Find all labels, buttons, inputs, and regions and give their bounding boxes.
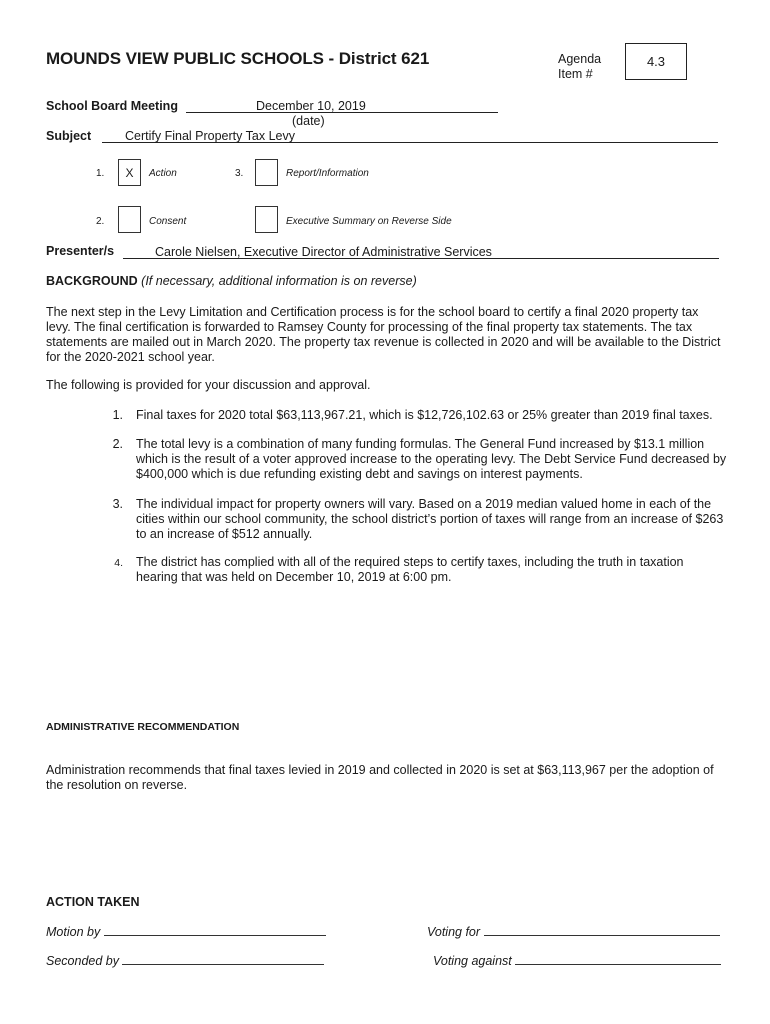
option-action-label: Action bbox=[149, 168, 177, 179]
background-paragraph: The next step in the Levy Limitation and Certification process is for the school board to certify a final 2020 property tax levy. The final certification is forwarded to Ramsey County for processing of the final property tax statements. The tax statements are mailed out in March 2020. The property tax revenue is collected in 2020 and will be available to the District for the 2020-2021 school year. bbox=[46, 305, 721, 364]
list-item: Final taxes for 2020 total $63,113,967.21, which is $12,726,102.63 or 25% greater than 2019 final taxes. bbox=[136, 408, 713, 422]
list-item-number: 1. bbox=[112, 408, 123, 422]
background-heading-row bbox=[46, 274, 417, 288]
voting-for-field[interactable] bbox=[427, 925, 720, 939]
background-heading: BACKGROUND bbox=[46, 274, 138, 288]
consent-checkbox[interactable] bbox=[118, 206, 141, 233]
list-item-number: 3. bbox=[112, 497, 123, 511]
agenda-number-box bbox=[625, 43, 687, 80]
action-taken-heading: ACTION TAKEN bbox=[46, 895, 140, 909]
option-action-number: 1. bbox=[96, 168, 105, 179]
voting-for-line[interactable] bbox=[484, 925, 720, 936]
meeting-date: December 10, 2019 bbox=[256, 99, 366, 113]
list-item: The total levy is a combination of many funding formulas. The General Fund increased by $13.1 million which is the result of a voter approved increase to the operating levy. The Debt Service Fund decreased by $400,000 which is due refunding existing debt and savings on interest payments. bbox=[136, 437, 727, 481]
subject-label: Subject bbox=[46, 129, 92, 143]
recommendation-text: Administration recommends that final taxes levied in 2019 and collected in 2020 is set at $63,113,967 per the adoption of the resolution on reverse. bbox=[46, 763, 714, 792]
voting-against-label: Voting against bbox=[433, 954, 512, 968]
background-intro: The following is provided for your discussion and approval. bbox=[46, 378, 371, 392]
subject-value: Certify Final Property Tax Levy bbox=[125, 129, 295, 143]
list-item-number: 4. bbox=[114, 557, 123, 569]
agenda-label: Agenda Item # bbox=[558, 52, 602, 81]
motion-by-line[interactable] bbox=[104, 925, 326, 936]
seconded-by-label: Seconded by bbox=[46, 954, 119, 968]
option-consent-number: 2. bbox=[96, 216, 105, 227]
seconded-by-line[interactable] bbox=[122, 954, 324, 965]
list-item: The individual impact for property owners will vary. Based on a 2019 median valued home in each of the cities within our school community, the school district’s portion of taxes will range from an increase of $263 to an increase of $512 annually. bbox=[136, 497, 724, 541]
page-title: MOUNDS VIEW PUBLIC SCHOOLS - District 621 bbox=[46, 49, 430, 68]
seconded-by-field[interactable] bbox=[46, 954, 324, 968]
report-checkbox[interactable] bbox=[255, 159, 278, 186]
date-caption: (date) bbox=[292, 114, 325, 128]
action-checkbox-mark: X bbox=[125, 165, 134, 180]
meeting-label: School Board Meeting bbox=[46, 99, 178, 113]
executive-summary-checkbox[interactable] bbox=[255, 206, 278, 233]
motion-by-label: Motion by bbox=[46, 925, 101, 939]
option-report-label: Report/Information bbox=[286, 168, 369, 179]
background-note: (If necessary, additional information is on reverse) bbox=[141, 274, 417, 288]
option-report-number: 3. bbox=[235, 168, 244, 179]
list-item-number: 2. bbox=[112, 437, 123, 451]
option-executive-summary-label: Executive Summary on Reverse Side bbox=[286, 216, 452, 227]
agenda-number: 4.3 bbox=[646, 54, 666, 69]
voting-against-field[interactable] bbox=[433, 954, 721, 968]
voting-against-line[interactable] bbox=[515, 954, 721, 965]
presenter-label: Presenter/s bbox=[46, 244, 115, 258]
action-checkbox[interactable] bbox=[118, 159, 141, 186]
option-consent-label: Consent bbox=[149, 216, 187, 227]
voting-for-label: Voting for bbox=[427, 925, 481, 939]
list-item: The district has complied with all of the required steps to certify taxes, including the truth in taxation hearing that was held on December 10, 2019 at 6:00 pm. bbox=[136, 555, 684, 584]
motion-by-field[interactable] bbox=[46, 925, 326, 939]
presenter-value: Carole Nielsen, Executive Director of Administrative Services bbox=[155, 245, 492, 259]
recommendation-heading: ADMINISTRATIVE RECOMMENDATION bbox=[46, 721, 240, 733]
